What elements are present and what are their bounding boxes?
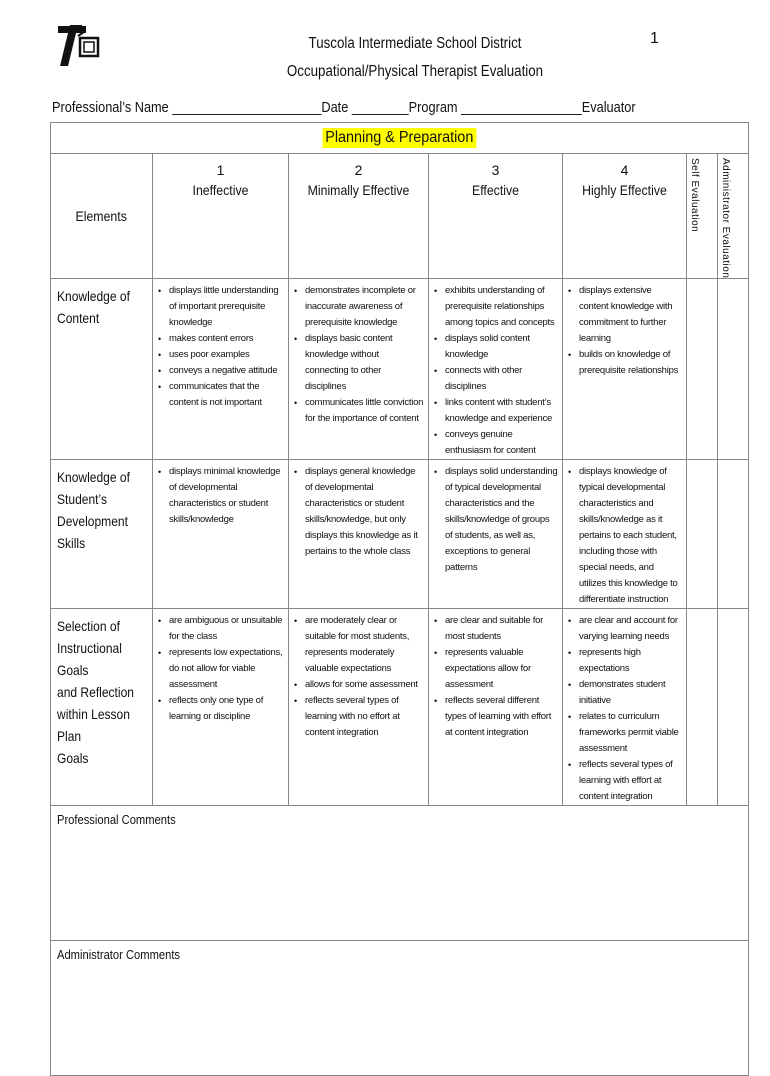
- descriptor-item: • demonstrates incomplete or inaccurate awareness of prerequisite knowledge: [305, 283, 424, 331]
- level-label: Highly Effective: [582, 182, 667, 198]
- level-4-cell: [563, 460, 687, 609]
- level-header-4: [563, 154, 687, 279]
- descriptor-item: • represents low expectations, do not allow for viable assessment: [169, 645, 284, 693]
- descriptor-item: • allows for some assessment: [305, 677, 424, 693]
- descriptor-item: • links content with student’s knowledge and experience: [445, 395, 558, 427]
- professional-comments-field[interactable]: [51, 806, 749, 941]
- administrator-evaluation-cell[interactable]: [718, 609, 749, 806]
- descriptor-item: • reflects only one type of learning or discipline: [169, 693, 284, 725]
- element-line: within Lesson Plan: [57, 706, 130, 745]
- element-name: [51, 279, 153, 460]
- professional-comments-row: [51, 806, 749, 941]
- element-line: Instructional Goals: [57, 640, 122, 679]
- descriptor-item: • exhibits understanding of prerequisite relationships among topics and concepts: [445, 283, 558, 331]
- section-title-cell: [51, 123, 749, 154]
- level-4-cell: [563, 279, 687, 460]
- element-line: Student’s: [57, 491, 107, 508]
- level-header-2: [289, 154, 429, 279]
- descriptor-item: • represents high expectations: [579, 645, 682, 677]
- descriptor-item: • relates to curriculum frameworks permit viable assessment: [579, 709, 682, 757]
- element-line: Development Skills: [57, 513, 128, 552]
- rubric-row-instructional-goals: [51, 609, 749, 806]
- level-header-1: [153, 154, 289, 279]
- elements-header-label: Elements: [75, 208, 128, 225]
- level-1-cell: [153, 460, 289, 609]
- level-header-3: [429, 154, 563, 279]
- descriptor-item: • are clear and suitable for most students: [445, 613, 558, 645]
- rubric-row-knowledge-of-content: [51, 279, 749, 460]
- descriptor-item: • displays general knowledge of developmental characteristics or student skills/knowledge, but only displays this knowledge as it pertains to the whole class: [305, 464, 424, 560]
- level-3-cell: [429, 609, 563, 806]
- descriptor-item: • demonstrates student initiative: [579, 677, 682, 709]
- descriptor-item: • builds on knowledge of prerequisite relationships: [579, 347, 682, 379]
- self-evaluation-cell[interactable]: [687, 279, 718, 460]
- element-line: Selection of: [57, 618, 120, 635]
- professional-comments-label: Professional Comments: [57, 812, 176, 828]
- district-name: Tuscola Intermediate School District: [308, 35, 522, 52]
- level-3-cell: [429, 279, 563, 460]
- descriptor-item: • uses poor examples: [169, 347, 284, 363]
- element-name: [51, 609, 153, 806]
- descriptor-item: • conveys a negative attitude: [169, 363, 284, 379]
- rubric-row-student-development: [51, 460, 749, 609]
- level-number: 3: [491, 162, 500, 178]
- descriptor-item: • displays knowledge of typical developmental characteristics and skills/knowledge as it pertains to each student, including those with special needs, and utilizes this knowledge to differentiate instruction: [579, 464, 682, 608]
- level-1-cell: [153, 279, 289, 460]
- section-title: Planning & Preparation: [323, 128, 477, 148]
- header-fields-line: Professional’s Name _____________________Date ________Program _________________Evaluator: [52, 100, 636, 116]
- tisd-logo: [56, 22, 102, 68]
- descriptor-item: • represents valuable expectations allow for assessment: [445, 645, 558, 693]
- self-evaluation-cell[interactable]: [687, 460, 718, 609]
- level-label: Ineffective: [192, 182, 249, 198]
- level-number: 4: [620, 162, 629, 178]
- administrator-evaluation-cell[interactable]: [718, 460, 749, 609]
- rubric-table: [50, 122, 749, 1076]
- descriptor-item: • are moderately clear or suitable for most students, represents moderately valuable expectations: [305, 613, 424, 677]
- descriptor-item: • displays minimal knowledge of developmental characteristics or student skills/knowledge: [169, 464, 284, 528]
- descriptor-item: • displays basic content knowledge without connecting to other disciplines: [305, 331, 424, 395]
- descriptor-item: • displays solid understanding of typical developmental characteristics and the skills/knowledge of groups of students, as well as, exceptions to general patterns: [445, 464, 558, 576]
- descriptor-item: • displays little understanding of important prerequisite knowledge: [169, 283, 284, 331]
- self-evaluation-header: [687, 154, 718, 279]
- column-header-row: [51, 154, 749, 279]
- descriptor-item: • makes content errors: [169, 331, 284, 347]
- descriptor-item: • displays extensive content knowledge with commitment to further learning: [579, 283, 682, 347]
- document-title: [256, 30, 574, 86]
- administrator-evaluation-label: Administrator Evaluation: [720, 158, 731, 279]
- element-name: [51, 460, 153, 609]
- descriptor-item: • communicates that the content is not important: [169, 379, 284, 411]
- level-3-cell: [429, 460, 563, 609]
- element-line: Content: [57, 310, 100, 327]
- level-number: 2: [354, 162, 363, 178]
- descriptor-item: • reflects several types of learning with effort at content integration: [579, 757, 682, 805]
- administrator-comments-field[interactable]: [51, 941, 749, 1076]
- descriptor-item: • communicates little conviction for the importance of content: [305, 395, 424, 427]
- element-line: Goals: [57, 750, 89, 767]
- descriptor-item: • conveys genuine enthusiasm for content: [445, 427, 558, 459]
- descriptor-item: • are clear and account for varying learning needs: [579, 613, 682, 645]
- level-number: 1: [216, 162, 225, 178]
- descriptor-item: • are ambiguous or unsuitable for the class: [169, 613, 284, 645]
- descriptor-item: • displays solid content knowledge: [445, 331, 558, 363]
- level-label: Minimally Effective: [307, 182, 410, 198]
- descriptor-item: • reflects several different types of learning with effort at content integration: [445, 693, 558, 741]
- level-label: Effective: [471, 182, 520, 198]
- elements-header: [51, 154, 153, 279]
- level-2-cell: [289, 279, 429, 460]
- level-2-cell: [289, 609, 429, 806]
- self-evaluation-cell[interactable]: [687, 609, 718, 806]
- level-2-cell: [289, 460, 429, 609]
- element-line: Knowledge of: [57, 469, 130, 486]
- administrator-evaluation-cell[interactable]: [718, 279, 749, 460]
- administrator-comments-label: Administrator Comments: [57, 947, 181, 963]
- level-1-cell: [153, 609, 289, 806]
- self-evaluation-label: Self Evaluation: [689, 158, 700, 233]
- element-line: and Reflection: [57, 684, 134, 701]
- evaluation-title: Occupational/Physical Therapist Evaluation: [286, 63, 544, 80]
- administrator-comments-row: [51, 941, 749, 1076]
- level-4-cell: [563, 609, 687, 806]
- element-line: Knowledge of: [57, 288, 130, 305]
- administrator-evaluation-header: [718, 154, 749, 279]
- descriptor-item: • connects with other disciplines: [445, 363, 558, 395]
- page-number: 1: [650, 30, 659, 47]
- descriptor-item: • reflects several types of learning with no effort at content integration: [305, 693, 424, 741]
